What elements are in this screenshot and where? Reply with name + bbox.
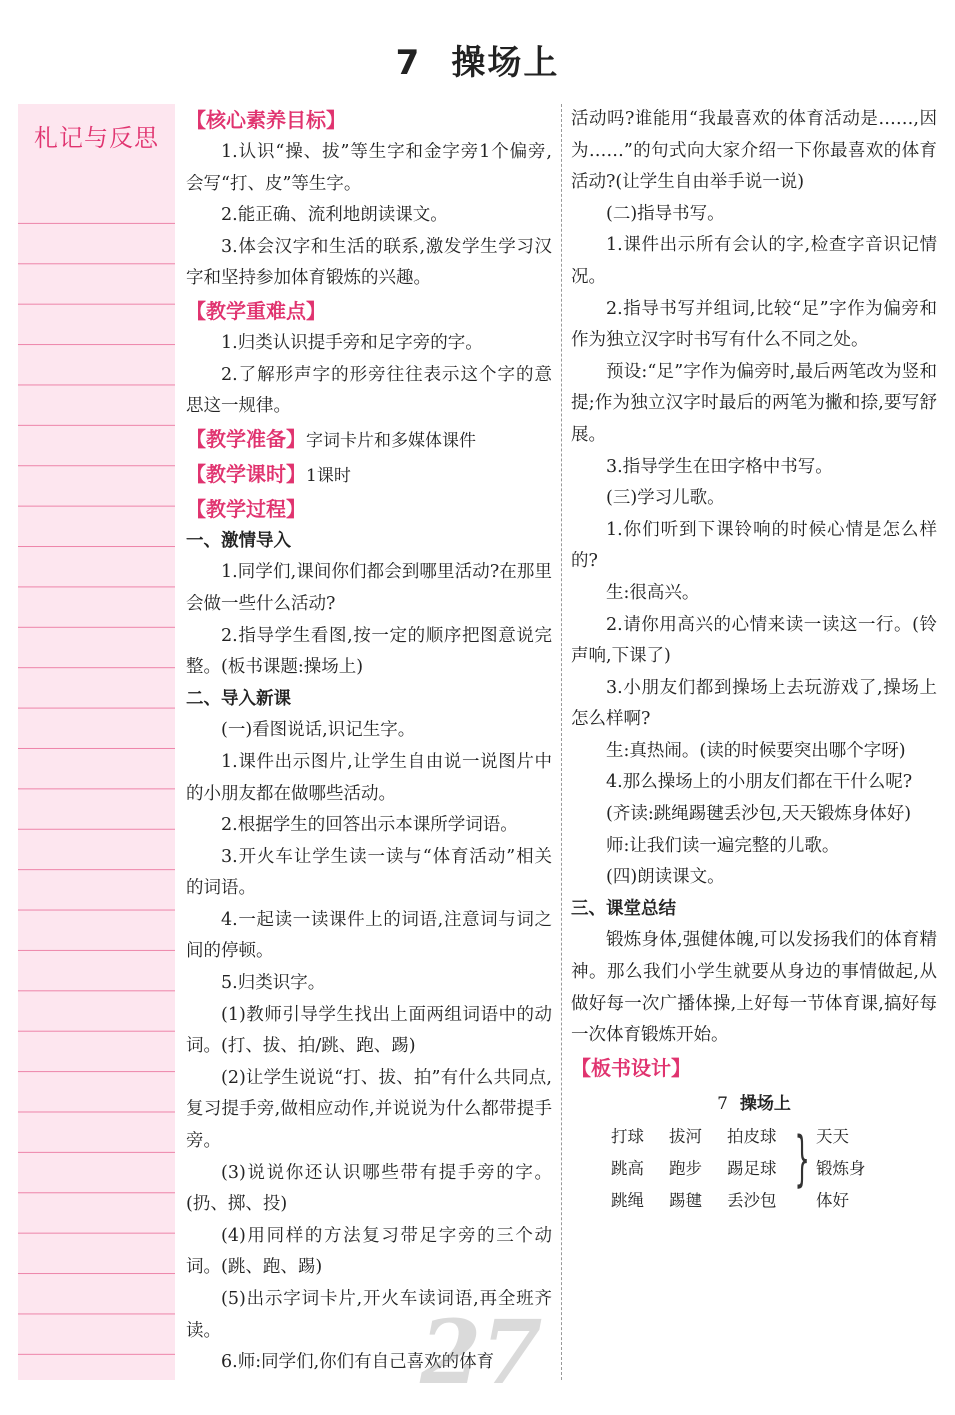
board-row-2 bbox=[611, 1155, 785, 1179]
heading-hours bbox=[186, 458, 552, 493]
s2-para-9: (4)用同样的方法复习带足字旁的三个动词。(跳、跑、踢) bbox=[186, 1225, 552, 1278]
board-right-3: 体好 bbox=[816, 1190, 849, 1210]
goal-2: 2.能正确、流利地朗读课文。 bbox=[221, 205, 448, 226]
c-para-5: 师:让我们读一遍完整的儿歌。 bbox=[606, 835, 840, 856]
heading-key-points: 【教学重难点】 bbox=[186, 298, 326, 323]
s2-sub-a: (一)看图说话,识记生字。 bbox=[221, 720, 416, 741]
summary-para: 锻炼身体,强健体魄,可以发扬我们的体育精神。那么我们小学生就要从身边的事情做起,从做好每一次广播体操,上好每一节体育课,搞好每一次体育锻炼开始。 bbox=[571, 930, 937, 1046]
b-para-1: 1.课件出示所有会认的字,检查字音识记情况。 bbox=[571, 235, 937, 287]
s2-para-2: 2.根据学生的回答出示本课所学词语。 bbox=[221, 815, 518, 836]
board-right-2: 锻炼身 bbox=[816, 1158, 866, 1178]
heading-board: 【板书设计】 bbox=[571, 1055, 691, 1080]
board-number: 7 bbox=[717, 1093, 728, 1114]
board-row-3 bbox=[611, 1187, 785, 1211]
s2-para-10: (5)出示字词卡片,开火车读词语,再全班齐读。 bbox=[186, 1289, 552, 1341]
s1-para-2: 2.指导学生看图,按一定的顺序把图意说完整。(板书课题:操场上) bbox=[186, 625, 552, 678]
s2-para-1: 1.课件出示图片,让学生自由说一说图片中的小朋友都在做哪些活动。 bbox=[186, 751, 552, 804]
board-word: 丢沙包 bbox=[727, 1190, 777, 1210]
board-right-1: 天天 bbox=[816, 1126, 849, 1146]
board-title bbox=[571, 1089, 937, 1119]
lesson-number: 7 bbox=[395, 43, 422, 83]
b-para-3: 预设:“足”字作为偏旁时,最后两笔改为竖和提;作为独立汉字时最后的两笔为撇和捺,要写舒展。 bbox=[571, 361, 937, 445]
board-design bbox=[571, 1089, 937, 1219]
sub-b: (二)指导书写。 bbox=[606, 203, 725, 224]
board-word: 打球 bbox=[611, 1126, 644, 1146]
board-word: 跳高 bbox=[611, 1158, 644, 1178]
c-question-3: 3.小朋友们都到操场上去玩游戏了,操场上怎么样啊? bbox=[571, 677, 937, 730]
heading-preparation bbox=[186, 423, 552, 458]
c-answer-1: 生:很高兴。 bbox=[606, 582, 700, 603]
hours-text: 1课时 bbox=[306, 465, 351, 486]
board-word: 拔河 bbox=[669, 1126, 702, 1146]
continued-para: 活动吗?谁能用“我最喜欢的体育活动是……,因为……”的句式向大家介绍一下你最喜欢的体育活动?(让学生自由举手说一说) bbox=[571, 109, 937, 193]
c-question-4: 4.那么操场上的小朋友们都在干什么呢? bbox=[606, 772, 913, 793]
key-1: 1.归类认识提手旁和足字旁的字。 bbox=[221, 332, 483, 353]
sub-c: (三)学习儿歌。 bbox=[606, 488, 725, 509]
page-title bbox=[0, 35, 955, 84]
heading-process: 【教学过程】 bbox=[186, 496, 306, 521]
s2-para-7: (2)让学生说说“打、拔、拍”有什么共同点,复习提手旁,做相应动作,并说说为什么都带提手旁。 bbox=[186, 1067, 552, 1152]
right-column bbox=[571, 104, 937, 1219]
board-word: 踢毽 bbox=[669, 1190, 702, 1210]
heading-goals: 【核心素养目标】 bbox=[186, 108, 346, 132]
s2-para-6: (1)教师引导学生找出上面两组词语中的动词。(打、拔、拍/跳、跑、踢) bbox=[186, 1004, 552, 1057]
board-word: 拍皮球 bbox=[727, 1126, 777, 1146]
left-column bbox=[186, 104, 552, 1379]
c-answer-3: 生:真热闹。(读的时候要突出哪个字呀) bbox=[606, 740, 906, 761]
brace-icon: } bbox=[794, 1123, 810, 1194]
board-word: 跳绳 bbox=[611, 1190, 644, 1210]
s2-para-3: 3.开火车让学生读一读与“体育活动”相关的词语。 bbox=[186, 846, 552, 899]
s2-para-4: 4.一起读一读课件上的词语,注意词与词之间的停顿。 bbox=[186, 909, 552, 962]
c-answer-4: (齐读:跳绳踢毽丢沙包,天天锻炼身体好) bbox=[606, 804, 912, 825]
sub-d: (四)朗读课文。 bbox=[606, 867, 725, 888]
section-3-heading: 三、课堂总结 bbox=[571, 898, 676, 919]
board-word: 跑步 bbox=[669, 1158, 702, 1178]
c-question-1: 1.你们听到下课铃响的时候心情是怎么样的? bbox=[571, 519, 937, 572]
s2-para-5: 5.归类识字。 bbox=[221, 973, 326, 994]
board-title-text: 操场上 bbox=[739, 1093, 791, 1114]
section-2-heading: 二、导入新课 bbox=[186, 688, 291, 709]
s2-para-11: 6.师:同学们,你们有自己喜欢的体育 bbox=[221, 1352, 495, 1373]
c-question-2: 2.请你用高兴的心情来读一读这一行。(铃声响,下课了) bbox=[571, 614, 937, 667]
section-1-heading: 一、激情导入 bbox=[186, 530, 291, 551]
prep-text: 字词卡片和多媒体课件 bbox=[306, 430, 476, 451]
b-para-4: 3.指导学生在田字格中书写。 bbox=[606, 456, 833, 477]
goal-1: 1.认识“操、拔”等生字和金字旁1个偏旁,会写“打、皮”等生字。 bbox=[186, 142, 552, 194]
sidebar-title: 札记与反思 bbox=[34, 124, 159, 152]
key-2: 2.了解形声字的形旁往往表示这个字的意思这一规律。 bbox=[186, 364, 552, 417]
board-word: 踢足球 bbox=[727, 1158, 777, 1178]
goal-3: 3.体会汉字和生活的联系,激发学生学习汉字和坚持参加体育锻炼的兴趣。 bbox=[186, 236, 552, 289]
lesson-title: 操场上 bbox=[451, 43, 560, 83]
hours-label: 【教学课时】 bbox=[186, 461, 306, 486]
column-divider bbox=[561, 104, 562, 1380]
notes-lines bbox=[18, 184, 175, 1380]
page-number: 27 bbox=[420, 1300, 543, 1404]
b-para-2: 2.指导书写并组词,比较“足”字作为偏旁和作为独立汉字时书写有什么不同之处。 bbox=[571, 298, 937, 351]
s2-para-8: (3)说说你还认识哪些带有提手旁的字。(扔、掷、投) bbox=[186, 1162, 552, 1215]
prep-label: 【教学准备】 bbox=[186, 426, 306, 451]
notes-sidebar bbox=[18, 104, 175, 1380]
s1-para-1: 1.同学们,课间你们都会到哪里活动?在那里会做一些什么活动? bbox=[186, 562, 552, 614]
board-row-1 bbox=[611, 1123, 785, 1147]
